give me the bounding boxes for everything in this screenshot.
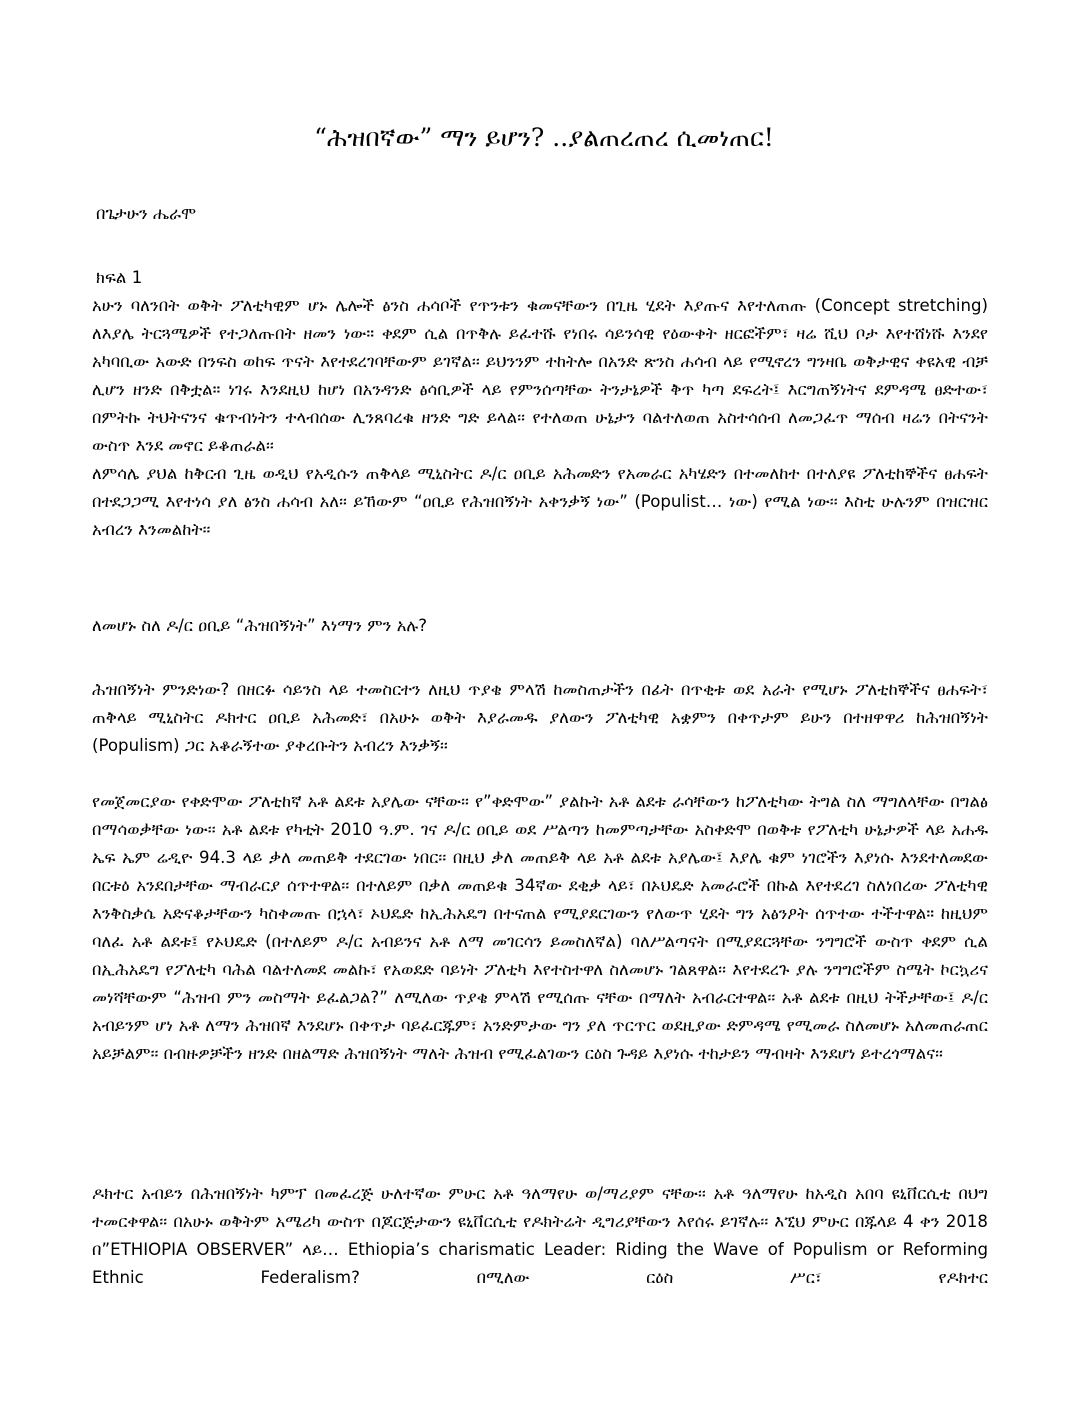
part-label: ክፍል 1 — [96, 268, 143, 287]
paragraph: ለምሳሌ ያህል ከቅርብ ጊዜ ወዲህ የአዲሱን ጠቅላይ ሚኒስትር ዶ/ር ዐቢይ አሕመድን የአመራር አካሄድን በተመለከተ በተለያዩ ፖለቲከኞችና ፀሐፍት በተደጋጋሚ እየተነሳ ያለ ፅንስ ሐሳብ አለ፡፡ ይኸውም “ዐቢይ የሕዝበኝነት አቀንቃኝ ነው” (Populist… ነው) የሚል ነው፡፡ እስቲ ሁሉንም በዝርዝር አብረን እንመልከት፡፡ — [92, 464, 988, 539]
paragraph: አሁን ባለንበት ወቅት ፖለቲካዊም ሆኑ ሌሎች ፅንስ ሐሳቦች የጥንቱን ቁመናቸውን በጊዜ ሂደት እያጡና እየተለጠጡ (Concept stretching) ለእያሌ ትርጓሜዎች የተጋለጡበት ዘመን ነው። ቀደም ሲል በጥቅሉ ይፈተሹ የነበሩ ሳይንሳዊ የዕውቀት ዘርፎችም፣ ዛሬ ሺህ ቦታ እየተሸነሹ እንደየ አካባቢው አውድ በንፍስ ወከፍ ጥናት እየተደረገባቸውም ይገኛል፡፡ ይህንንም ተከትሎ በአንድ ጽንስ ሐሳብ ላይ የሚኖረን ግንዛቤ ወቅታዊና ቀዩአዊ ብቻ ሊሆን ዘንድ በቅቷል። ነገሩ እንደዚህ ከሆነ በአንዳንድ ፅሳቢዎች ላይ የምንሰጣቸው ትንታኔዎች ቅጥ ካጣ ደፍረት፤ እርግጠኝነትና ደምዳሜ ፀድተው፣ በምትኩ ትህትናንና ቁጥብነትን ተላብሰው ሊንጸባረቁ ዘንድ ግድ ይላል፡፡ የተለወጠ ሁኔታን ባልተለወጠ አስተሳሰብ ለመጋፈጥ ማሰብ ዛሬን በትናንት ውስጥ እንደ መኖር ይቆጠራል፡፡ — [92, 296, 988, 455]
section-heading: ለመሆኑ ስለ ዶ/ር ዐቢይ “ሕዝበኝነት” እነማን ምን አሉ? — [92, 616, 428, 635]
paragraph: ዶክተር አብይን በሕዝበኝነት ካምፕ በመፈረጅ ሁለተኛው ምሁር አቶ ዓለማየሁ ወ/ማሪያም ናቸው፡፡ አቶ ዓለማየሁ ከአዲስ አበባ ዩኒቨርሲቲ በህግ ተመርቀዋል፡፡ በአሁኑ ወቅትም አሜሪካ ውስጥ በጆርጅታውን ዩኒቨርሲቲ የዶክትሬት ዲግሪያቸውን እየሰሩ ይገኛሉ፡፡ እኚህ ምሁር በጁላይ 4 ቀን 2018 በ”ETHIOPIA OBSERVER” ላይ… Ethiopia’s charismatic Leader: Riding the Wave of Populism or Reforming Ethnic Federalism? በሚለው ርዕስ ሥር፣ የዶክተር — [92, 1184, 988, 1287]
page-title: “ሕዝበኛው” ማን ይሆን? ..ያልጠረጠረ ሲመነጠር! — [314, 123, 774, 152]
paragraph: ሕዝበኝነት ምንድነው? በዘርፉ ሳይንስ ላይ ተመስርተን ለዚህ ጥያቄ ምላሽ ከመስጠታችን በፊት በጥቂቱ ወደ አራት የሚሆኑ ፖለቲከኞችና ፀሐፍት፣ ጠቅላይ ሚኒስትር ዶክተር ዐቢይ አሕመድ፣ በአሁኑ ወቅት እያራመዱ ያለውን ፖለቲካዊ አቋምን በቀጥታም ይሁን በተዘዋዋሪ ከሕዝበኝነት (Populism) ጋር አቆራኝተው ያቀረቡትን አብረን እንቃኝ፡፡ — [92, 680, 988, 755]
paragraph: የመጀመርያው የቀድሞው ፖለቲከኛ አቶ ልደቱ አያሌው ናቸው፡፡ የ”ቀድሞው” ያልኩት አቶ ልደቱ ራሳቸውን ከፖለቲካው ትግል ስለ ማግለላቸው በግልፅ በማሳወቃቸው ነው፡፡ አቶ ልደቱ የካቲት 2010 ዓ.ም. ገና ዶ/ር ዐቢይ ወደ ሥልጣን ከመምጣታቸው አስቀድሞ በወቅቱ የፖለቲካ ሁኔታዎች ላይ አሐዱ ኤፍ ኤም ሬዲዮ 94.3 ላይ ቃለ መጠይቅ ተደርገው ነበር፡፡ በዚህ ቃለ መጠይቅ ላይ አቶ ልደቱ አያሌው፤ እያሌ ቁም ነገሮችን እያነሱ እንደተለመደው በርቱዕ አንደበታቸው ማብራርያ ሰጥተዋል፡፡ በተለይም በቃለ መጠይቁ 34ኛው ደቂቃ ላይ፣ በኦህዴድ አመራሮች በኩል እየተደረገ ስለነበረው ፖለቲካዊ እንቅስቃሴ አድናቆታቸውን ካስቀመጡ በኋላ፣ ኦህዴድ ከኢሕአዴግ በተናጠል የሚያደርገውን የለውጥ ሂደት ግን አፅንዖት ሰጥተው ተችተዋል። ከዚህም ባለፈ አቶ ልደቱ፤ የኦህዴድ (በተለይም ዶ/ር አብይንና አቶ ለማ መገርሳን ይመስለኛል) ባለሥልጣናት በሚያደርጓቸው ንግግሮች ውስጥ ቀደም ሲል በኢሕአዴግ የፖለቲካ ባሕል ባልተለመደ መልኩ፣ የአወደድ ባይነት ፖለቲካ እየተስተዋለ ስለመሆኑ ገልጸዋል፡፡ እየተደረጉ ያሉ ንግግሮችም ስሜት ኮርኳሪና መነሻቸውም “ሕዝብ ምን መስማት ይፈልጋል?” ለሚለው ጥያቄ ምላሽ የሚሰጡ ናቸው በማለት አብራርተዋል፡፡ አቶ ልደቱ በዚህ ትችታቸው፤ ዶ/ር አብይንም ሆነ አቶ ለማን ሕዝበኛ እንደሆኑ በቀጥታ ባይፈርጁም፣ አንድምታው ግን ያለ ጥርጥር ወደዚያው ድምዳሜ የሚመራ ስለመሆኑ አለመጠራጠር አይቻልም፡፡ በብዙዎቻችን ዘንድ በዘልማድ ሕዝበኝነት ማለት ሕዝብ የሚፈልገውን ርዕስ ጉዳይ እያነሱ ተከታይን ማብዛት እንደሆነ ይተረጎማልና፡፡ — [92, 792, 988, 1063]
byline: በጌታሁን ሔራሞ — [96, 204, 197, 223]
